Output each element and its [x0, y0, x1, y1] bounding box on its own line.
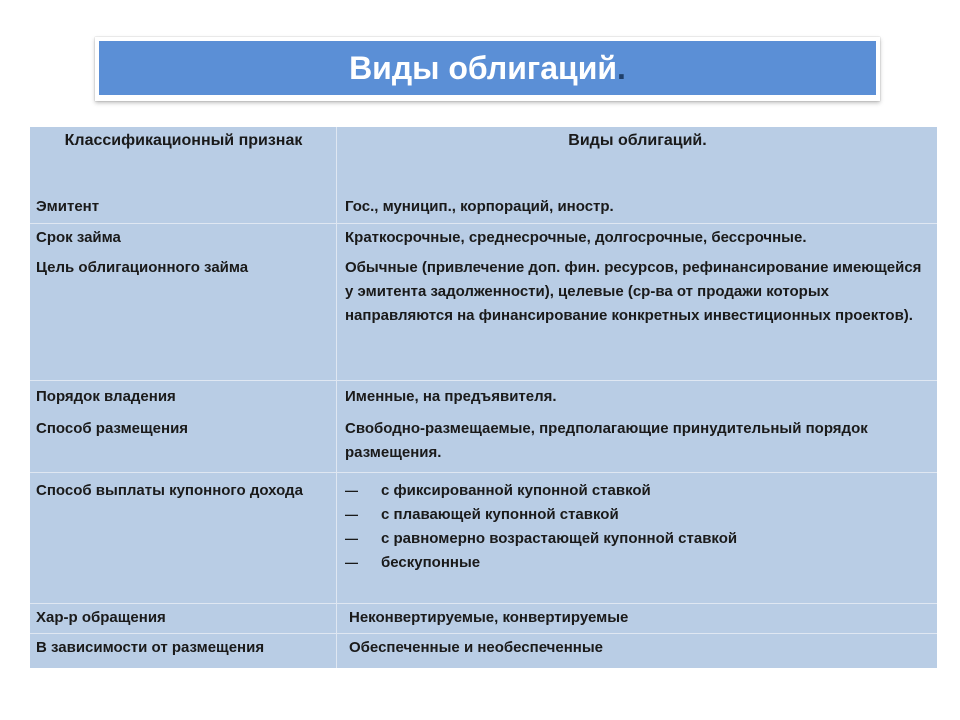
dash-bullet-icon: —	[345, 555, 358, 570]
row-value-coupon	[345, 479, 930, 575]
coupon-list-item-text: с равномерно возрастающей купонной ставкой	[381, 530, 738, 547]
table-row-security	[30, 634, 937, 668]
coupon-list-item	[345, 527, 930, 551]
title-frame	[95, 37, 880, 101]
coupon-list-item-text: с плавающей купонной ставкой	[381, 506, 619, 523]
row-key-security: В зависимости от размещения	[36, 639, 265, 656]
row-key-issuer: Эмитент	[36, 198, 100, 215]
coupon-list-item-text: с фиксированной купонной ставкой	[381, 482, 651, 499]
table-row-ownership-placement	[30, 381, 937, 473]
coupon-list-item-text: бескупонные	[381, 554, 481, 571]
row-key-coupon: Способ выплаты купонного дохода	[36, 482, 303, 499]
row-key-purpose: Цель облигационного займа	[36, 259, 249, 276]
title-dot: .	[617, 49, 626, 86]
row-value-security: Обеспеченные и необеспеченные	[349, 639, 603, 656]
header-bond-types: Виды облигаций.	[568, 132, 707, 149]
table-row-circulation	[30, 604, 937, 634]
row-key-circulation: Хар-р обращения	[36, 609, 166, 626]
coupon-list-item	[345, 503, 930, 527]
dash-bullet-icon: —	[345, 507, 358, 522]
row-key-placement: Способ размещения	[36, 420, 189, 437]
coupon-list-item	[345, 479, 930, 503]
row-value-term: Краткосрочные, среднесрочные, долгосрочные, бессрочные.	[345, 229, 807, 246]
dash-bullet-icon: —	[345, 483, 358, 498]
title-text: Виды облигаций	[349, 49, 618, 86]
row-value-issuer: Гос., муницип., корпораций, иностр.	[345, 198, 614, 215]
row-key-ownership: Порядок владения	[36, 388, 176, 405]
row-value-circulation: Неконвертируемые, конвертируемые	[349, 609, 629, 626]
row-value-ownership: Именные, на предъявителя.	[345, 388, 557, 405]
row-key-term: Срок займа	[36, 229, 121, 246]
table-row-coupon	[30, 473, 937, 604]
row-value-placement: Свободно-размещаемые, предполагающие принудительный порядок размещения.	[345, 420, 868, 461]
dash-bullet-icon: —	[345, 531, 358, 546]
row-value-purpose: Обычные (привлечение доп. фин. ресурсов, рефинансирование имеющейся у эмитента задолженности), целевые (ср-ва от продажи которых направляются на финансирование конкретных инвестиционных проектов).	[345, 259, 922, 324]
header-classification: Классификационный признак	[64, 132, 303, 149]
bond-types-table	[30, 127, 937, 668]
coupon-list	[345, 479, 930, 575]
coupon-list-item	[345, 551, 930, 575]
table-row-header	[30, 127, 937, 224]
slide-title	[99, 41, 876, 95]
table-row-term-purpose	[30, 224, 937, 381]
